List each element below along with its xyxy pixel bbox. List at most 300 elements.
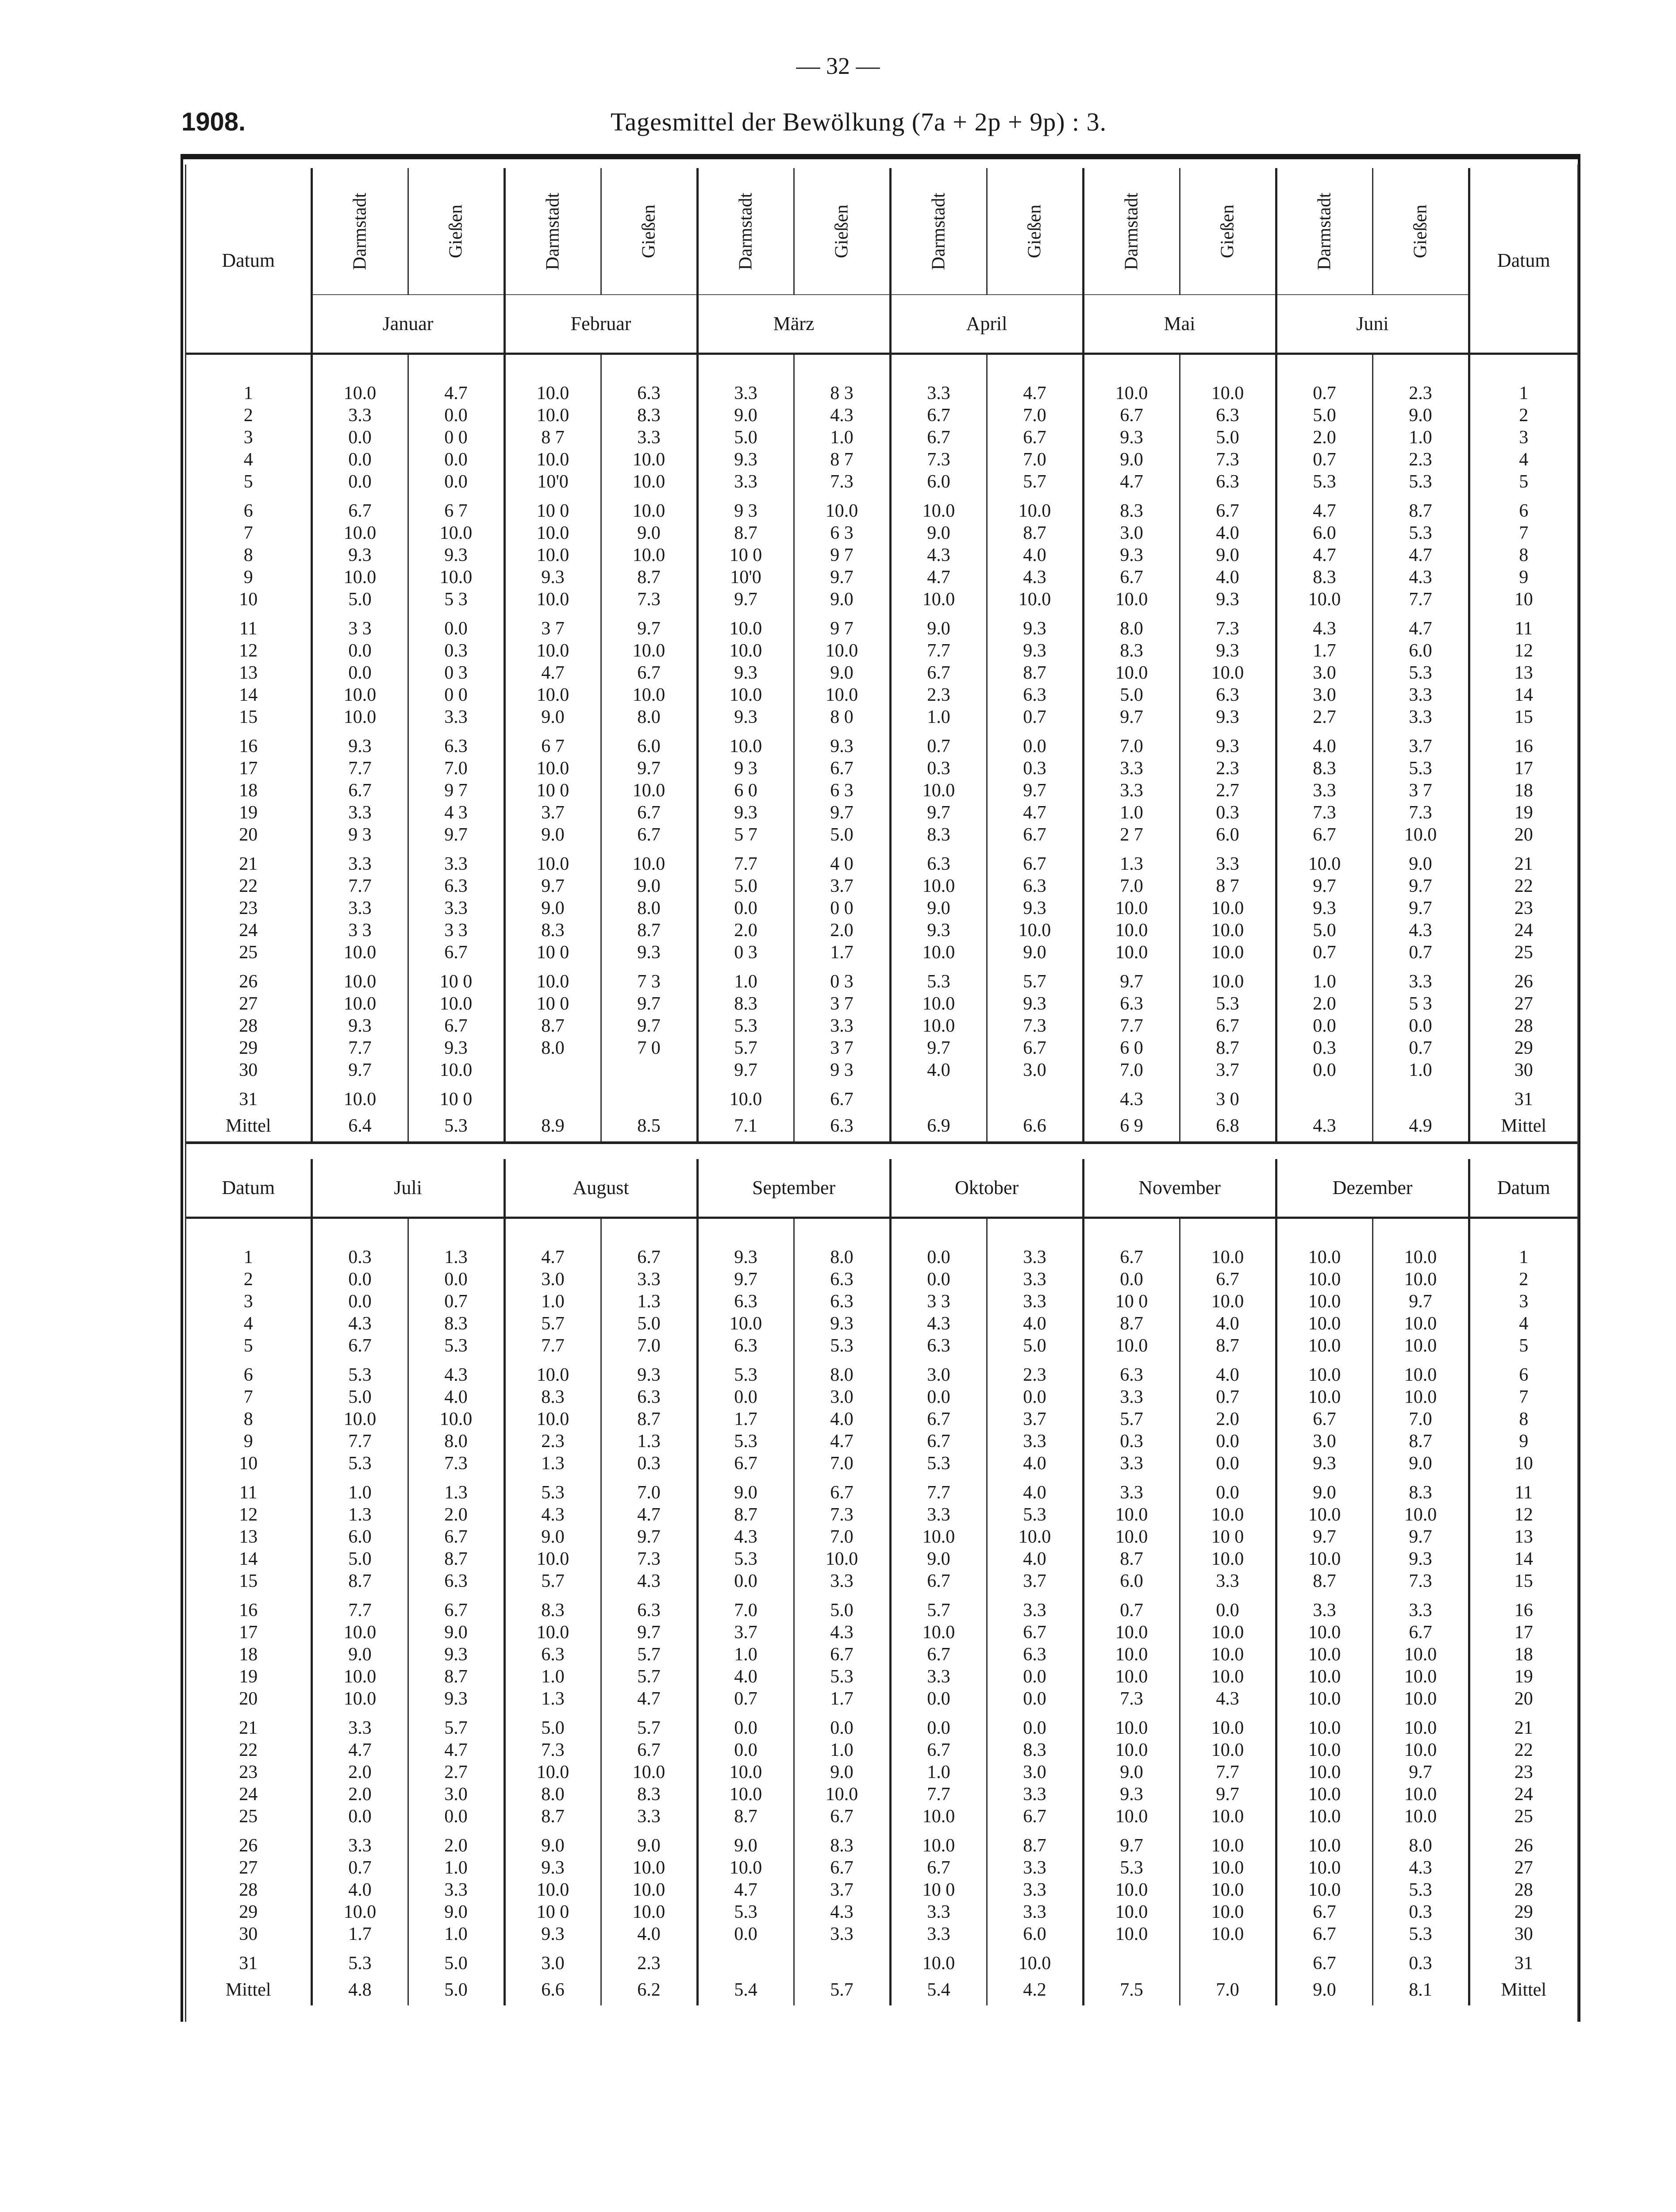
- cloud-value: 7.3: [601, 588, 697, 611]
- cloud-value: 3.3: [408, 706, 504, 728]
- cloud-value: 5.0: [1180, 426, 1276, 449]
- cloud-value: 10.0: [504, 971, 601, 993]
- day-number: 21: [1469, 1717, 1577, 1739]
- gap-cell: [987, 846, 1083, 853]
- mean-value: 6 9: [1083, 1110, 1180, 1143]
- cloud-value: 5.3: [697, 1901, 794, 1923]
- cloud-value: 8 0: [794, 706, 890, 728]
- spacer-cell: [186, 1218, 311, 1247]
- cloud-value: 10.0: [504, 404, 601, 426]
- cloud-value: 7.3: [1372, 1570, 1469, 1592]
- cloud-value: 6.0: [601, 735, 697, 757]
- cloud-value: 8.7: [697, 522, 794, 544]
- day-number: 29: [239, 1038, 258, 1058]
- cloud-value: 6.7: [1372, 1621, 1469, 1644]
- cloud-value: 9.7: [601, 993, 697, 1015]
- cloud-value: 3.3: [987, 1430, 1083, 1452]
- gap-cell: [1372, 846, 1469, 853]
- gap-cell: [601, 1945, 697, 1952]
- cloud-value: 4.7: [408, 1739, 504, 1761]
- cloud-value: 3.3: [890, 1504, 987, 1526]
- cloud-value: 5.0: [697, 875, 794, 897]
- cloud-value: 9.3: [311, 735, 408, 757]
- cloud-value: 6.7: [311, 1335, 408, 1357]
- day-number: 22: [239, 876, 258, 896]
- cloud-value: 3 7: [794, 1037, 890, 1059]
- day-number: 26: [239, 1836, 258, 1856]
- cloud-value: 2 7: [1083, 824, 1180, 846]
- cloud-value: 0.7: [1083, 1599, 1180, 1621]
- cloud-value: 0.0: [1372, 1015, 1469, 1037]
- mean-value: 4.3: [1276, 1110, 1372, 1143]
- cloud-value: 8.3: [408, 1313, 504, 1335]
- cloud-value: 4.0: [1276, 735, 1372, 757]
- gap-cell: [890, 1592, 987, 1599]
- table-row: [186, 1644, 1577, 1666]
- cloud-value: 9.0: [1276, 1482, 1372, 1504]
- gap-cell: [697, 1710, 794, 1717]
- table-row: [186, 1923, 1577, 1945]
- cloud-value: 1.0: [1276, 971, 1372, 993]
- cloud-value: 10.0: [1180, 1835, 1276, 1857]
- cloud-value: 5.7: [504, 1313, 601, 1335]
- day-number: 3: [1469, 1290, 1577, 1313]
- cloud-value: 8.3: [987, 1739, 1083, 1761]
- cloud-value: 1.0: [504, 1290, 601, 1313]
- cloud-value: 10 0: [504, 500, 601, 522]
- gap-cell: [186, 1475, 311, 1482]
- cloud-value: 5.7: [601, 1644, 697, 1666]
- cloud-value: 3.3: [697, 382, 794, 404]
- day-number: 28: [239, 1880, 258, 1900]
- cloud-value: 5.0: [697, 426, 794, 449]
- table-row: [186, 662, 1577, 684]
- cloud-value: 3.3: [1083, 1386, 1180, 1408]
- day-number: 25: [1469, 941, 1577, 964]
- cloud-value: 10.0: [1372, 1335, 1469, 1357]
- table-row: [186, 1783, 1577, 1805]
- cloud-value: 8.7: [697, 1805, 794, 1828]
- gap-cell: [601, 1592, 697, 1599]
- gap-cell: [1469, 1828, 1577, 1835]
- cloud-value: 10.0: [794, 1548, 890, 1570]
- table-row: [186, 780, 1577, 802]
- cloud-value: 5.3: [794, 1666, 890, 1688]
- cloud-value: 3.7: [697, 1621, 794, 1644]
- day-number: 12: [239, 1505, 258, 1525]
- cloud-value: 9.0: [504, 897, 601, 919]
- cloud-value: 0.0: [311, 471, 408, 493]
- spacer-cell: [1276, 1218, 1372, 1247]
- cloud-value: 6 7: [408, 500, 504, 522]
- cloud-value: 9.7: [1083, 706, 1180, 728]
- cloud-value: 9.3: [601, 941, 697, 964]
- cloud-value: 3.3: [601, 426, 697, 449]
- cloud-value: 6.3: [987, 1644, 1083, 1666]
- cloud-value: 0.0: [1180, 1430, 1276, 1452]
- cloud-value: 4.0: [1180, 522, 1276, 544]
- cloud-value: 7.0: [1372, 1408, 1469, 1430]
- cloud-value: 8.7: [987, 662, 1083, 684]
- cloud-value: 3.3: [697, 471, 794, 493]
- cloud-value: 10.0: [1083, 1504, 1180, 1526]
- cloud-value: 4.7: [1276, 544, 1372, 566]
- cloud-value: 9.3: [408, 1037, 504, 1059]
- day-number: 6: [243, 501, 253, 521]
- cloud-value: 2.0: [1180, 1408, 1276, 1430]
- table-row: [186, 640, 1577, 662]
- mean-value: 5.3: [408, 1110, 504, 1143]
- gap-cell: [1469, 846, 1577, 853]
- cloud-value: 7.7: [890, 1482, 987, 1504]
- cloud-value: 6.0: [890, 471, 987, 493]
- cloud-value: 4.0: [987, 1548, 1083, 1570]
- gap-cell: [504, 1081, 601, 1088]
- table-row: [186, 1386, 1577, 1408]
- spacer-cell: [311, 354, 408, 383]
- cloud-value: 3.3: [987, 1857, 1083, 1879]
- cloud-value: 10.0: [794, 500, 890, 522]
- cloud-value: 5.3: [1083, 1857, 1180, 1879]
- cloud-value: 10.0: [1372, 1386, 1469, 1408]
- gap-cell: [890, 1710, 987, 1717]
- day-number: 14: [239, 685, 258, 705]
- gap-cell: [794, 1945, 890, 1952]
- cloud-value: 1.0: [311, 1482, 408, 1504]
- mean-value: 6.4: [311, 1110, 408, 1143]
- cloud-value: 5.3: [311, 1452, 408, 1475]
- cloud-value: 3.3: [890, 382, 987, 404]
- day-number: 5: [243, 472, 253, 492]
- cloud-value: 0.3: [1276, 1037, 1372, 1059]
- cloud-value: 0.0: [987, 1386, 1083, 1408]
- cloud-value: 9.0: [794, 662, 890, 684]
- cloud-value: 2.0: [1276, 993, 1372, 1015]
- cloud-value: 0.7: [1276, 382, 1372, 404]
- cloud-value: 9.7: [1372, 1761, 1469, 1783]
- cloud-value: 6.7: [987, 824, 1083, 846]
- cloud-value: 9.3: [697, 449, 794, 471]
- cloud-value: 10.0: [1083, 1879, 1180, 1901]
- cloud-value: 3.7: [1180, 1059, 1276, 1081]
- table-row: [186, 1599, 1577, 1621]
- station-header-giessen: [408, 168, 504, 295]
- spacer-cell: [186, 354, 311, 383]
- gap-cell: [794, 846, 890, 853]
- day-number: 17: [239, 1622, 258, 1643]
- cloud-value: 0.7: [408, 1290, 504, 1313]
- cloud-value: 6.3: [1083, 993, 1180, 1015]
- cloud-value: 6.7: [601, 1246, 697, 1268]
- cloud-value: 10.0: [311, 993, 408, 1015]
- cloud-value: 10.0: [1180, 1621, 1276, 1644]
- day-number: 8: [243, 545, 253, 565]
- gap-cell: [794, 1081, 890, 1088]
- cloud-value: 4.3: [1372, 919, 1469, 941]
- cloud-value: 10.0: [1276, 1644, 1372, 1666]
- gap-cell: [890, 1357, 987, 1364]
- cloud-value: 3.3: [1372, 684, 1469, 706]
- table-row: [186, 522, 1577, 544]
- gap-cell: [987, 1475, 1083, 1482]
- gap-cell: [1180, 1710, 1276, 1717]
- gap-cell: [1276, 611, 1372, 618]
- group-gap: [186, 1828, 1577, 1835]
- cloud-value: 7.0: [408, 757, 504, 780]
- cloud-value: 6.7: [890, 1739, 987, 1761]
- cloud-value: 9.0: [601, 1835, 697, 1857]
- cloud-value: 3.0: [987, 1761, 1083, 1783]
- cloud-value: 9.7: [1083, 1835, 1180, 1857]
- cloud-value: 5.0: [311, 1386, 408, 1408]
- cloud-value: 10.0: [1276, 1313, 1372, 1335]
- cloud-value: 10.0: [601, 1901, 697, 1923]
- gap-cell: [987, 493, 1083, 500]
- day-number: 17: [1469, 1621, 1577, 1644]
- cloud-value: 10.0: [408, 566, 504, 588]
- cloud-value: 9.0: [504, 824, 601, 846]
- mean-value: 4.2: [987, 1974, 1083, 2005]
- table-row: [186, 618, 1577, 640]
- cloud-value: 6.7: [311, 500, 408, 522]
- cloud-value: 5.7: [987, 971, 1083, 993]
- day-number: 21: [1469, 853, 1577, 875]
- group-gap: [186, 493, 1577, 500]
- cloud-value: 10.0: [1372, 1268, 1469, 1290]
- cloud-value: 1.3: [408, 1246, 504, 1268]
- cloud-value: 3.0: [504, 1952, 601, 1974]
- cloud-value: 5.7: [601, 1717, 697, 1739]
- cloud-value: 4.3: [697, 1526, 794, 1548]
- day-number: 18: [239, 780, 258, 801]
- cloud-value: 10.0: [601, 780, 697, 802]
- day-number: 17: [1469, 757, 1577, 780]
- cloud-value: 6.3: [504, 1644, 601, 1666]
- gap-cell: [408, 1592, 504, 1599]
- gap-cell: [601, 1081, 697, 1088]
- cloud-value: 3.7: [794, 875, 890, 897]
- cloud-value: 3.3: [1276, 1599, 1372, 1621]
- cloud-value: 1.0: [890, 1761, 987, 1783]
- gap-cell: [1276, 846, 1372, 853]
- cloud-value: 10 0: [504, 1901, 601, 1923]
- mean-value: 5.7: [794, 1974, 890, 2005]
- day-number: 24: [1469, 1783, 1577, 1805]
- mean-row: [186, 1974, 1577, 2005]
- cloud-value: 10.0: [987, 588, 1083, 611]
- station-header-giessen: [601, 168, 697, 295]
- cloud-value: 2.3: [987, 1364, 1083, 1386]
- month-header-row: [186, 1159, 1577, 1218]
- cloud-value: 10.0: [1180, 1857, 1276, 1879]
- cloud-value: 9.7: [697, 588, 794, 611]
- day-number: 30: [1469, 1923, 1577, 1945]
- cloud-value: 10.0: [987, 919, 1083, 941]
- station-header-giessen: [987, 168, 1083, 295]
- cloud-value: 4.3: [890, 1313, 987, 1335]
- gap-cell: [1180, 1945, 1276, 1952]
- cloud-value: 0.3: [1083, 1430, 1180, 1452]
- cloud-value: 4.3: [794, 1901, 890, 1923]
- day-number: 11: [1469, 1482, 1577, 1504]
- cloud-value: 10.0: [311, 1088, 408, 1110]
- cloud-value: 4.3: [1372, 1857, 1469, 1879]
- cloud-value: 3.3: [311, 1717, 408, 1739]
- cloud-value: 3 0: [1180, 1088, 1276, 1110]
- gap-cell: [186, 1945, 311, 1952]
- cloud-value: 8 7: [1180, 875, 1276, 897]
- gap-cell: [890, 964, 987, 971]
- day-number: 15: [1469, 706, 1577, 728]
- cloud-value: 8.3: [601, 404, 697, 426]
- table-row: [186, 449, 1577, 471]
- cloud-value: 9.3: [311, 1015, 408, 1037]
- cloud-value: 9.3: [504, 1857, 601, 1879]
- cloud-value: 9.0: [408, 1621, 504, 1644]
- mean-row: [186, 1110, 1577, 1143]
- cloud-value: 6.3: [890, 1335, 987, 1357]
- day-number: 23: [239, 898, 258, 918]
- cloud-value: 9.3: [1083, 1783, 1180, 1805]
- cloud-value: 10.0: [601, 1879, 697, 1901]
- spacer-cell: [408, 354, 504, 383]
- darmstadt-label: Darmstadt: [542, 192, 563, 270]
- table-row: [186, 1666, 1577, 1688]
- gap-cell: [794, 1828, 890, 1835]
- cloud-value: 4.3: [408, 1364, 504, 1386]
- cloud-value: 10.0: [311, 941, 408, 964]
- gap-cell: [186, 846, 311, 853]
- gap-cell: [697, 1945, 794, 1952]
- month-header: Juli: [311, 1159, 504, 1218]
- gap-cell: [408, 1475, 504, 1482]
- cloud-value: 4.7: [1372, 618, 1469, 640]
- cloud-value: 10.0: [1180, 971, 1276, 993]
- cloud-value: 9.0: [601, 522, 697, 544]
- cloud-value: 10.0: [1180, 1901, 1276, 1923]
- cloud-value: 5 3: [408, 588, 504, 611]
- mean-value: 8.1: [1372, 1974, 1469, 2005]
- gap-cell: [1083, 964, 1180, 971]
- cloud-value: 5.7: [890, 1599, 987, 1621]
- table-row: [186, 1952, 1577, 1974]
- cloud-value: 10.0: [890, 993, 987, 1015]
- gap-cell: [601, 1475, 697, 1482]
- group-gap: [186, 964, 1577, 971]
- cloud-value: 10.0: [1276, 1739, 1372, 1761]
- cloud-value: 7.3: [794, 1504, 890, 1526]
- cloud-value: 10 0: [504, 780, 601, 802]
- cloud-value: 10.0: [311, 522, 408, 544]
- day-number: 20: [1469, 824, 1577, 846]
- gap-cell: [1372, 611, 1469, 618]
- cloud-value: 9.7: [987, 780, 1083, 802]
- cloud-value: 10.0: [1276, 1621, 1372, 1644]
- cloud-value: 6.3: [890, 853, 987, 875]
- gap-cell: [1469, 611, 1577, 618]
- month-header: Oktober: [890, 1159, 1083, 1218]
- day-number: 11: [239, 618, 258, 639]
- group-gap: [186, 611, 1577, 618]
- day-number: 16: [1469, 735, 1577, 757]
- cloud-value: 4.7: [504, 662, 601, 684]
- spacer-cell: [794, 354, 890, 383]
- cloud-value: 5.7: [987, 471, 1083, 493]
- cloud-value: 9.0: [504, 1526, 601, 1548]
- table-row: [186, 1430, 1577, 1452]
- cloud-value: 6.0: [1276, 522, 1372, 544]
- cloud-value: 10.0: [311, 1688, 408, 1710]
- cloud-value: 8.7: [408, 1666, 504, 1688]
- cloud-value: 5.3: [504, 1482, 601, 1504]
- cloud-value: 4 0: [794, 853, 890, 875]
- cloud-value: 0.0: [987, 1688, 1083, 1710]
- gap-cell: [504, 611, 601, 618]
- cloud-value: 4.7: [1276, 500, 1372, 522]
- cloud-value: 10.0: [1276, 1290, 1372, 1313]
- cloud-value: 6.7: [601, 802, 697, 824]
- gap-cell: [697, 846, 794, 853]
- cloud-value: 8.3: [1083, 640, 1180, 662]
- cloud-value: 10.0: [1180, 1666, 1276, 1688]
- cloud-value: 2.3: [890, 684, 987, 706]
- cloud-value: 0.0: [697, 1386, 794, 1408]
- cloud-value: 6 3: [794, 522, 890, 544]
- cloud-value: 7.7: [1083, 1015, 1180, 1037]
- day-number: 6: [1469, 500, 1577, 522]
- cloud-value: 3.3: [1276, 780, 1372, 802]
- cloud-value: 8.7: [504, 1015, 601, 1037]
- cloud-value: 9.7: [1276, 875, 1372, 897]
- day-number: 6: [1469, 1364, 1577, 1386]
- cloud-value: 6.7: [794, 757, 890, 780]
- gap-cell: [1083, 1828, 1180, 1835]
- cloud-value: 4.3: [601, 1570, 697, 1592]
- cloud-value: 10.0: [890, 1835, 987, 1857]
- day-number: 4: [1469, 1313, 1577, 1335]
- cloud-value: 7.0: [794, 1526, 890, 1548]
- day-number: 15: [1469, 1570, 1577, 1592]
- cloud-value: 9.3: [697, 706, 794, 728]
- cloud-value: 10.0: [890, 1526, 987, 1548]
- gap-cell: [794, 611, 890, 618]
- day-number: 9: [243, 1431, 253, 1452]
- cloud-value: 1.3: [504, 1688, 601, 1710]
- cloud-value: 6.0: [1180, 824, 1276, 846]
- cloud-value: 9.7: [311, 1059, 408, 1081]
- gap-cell: [1180, 1475, 1276, 1482]
- cloud-value: 3.3: [1083, 757, 1180, 780]
- cloud-value: 10.0: [1276, 1857, 1372, 1879]
- cloud-value: 4.7: [408, 382, 504, 404]
- cloud-value: 3.3: [311, 802, 408, 824]
- gap-cell: [1276, 728, 1372, 735]
- cloud-value: 6.7: [408, 1526, 504, 1548]
- cloud-value: 5.3: [1372, 757, 1469, 780]
- day-number: 21: [239, 854, 258, 874]
- day-number: 24: [239, 1784, 258, 1805]
- gap-cell: [311, 493, 408, 500]
- cloud-value: 9.7: [697, 1268, 794, 1290]
- cloud-value: 7.0: [987, 404, 1083, 426]
- cloud-value: 10.0: [1083, 382, 1180, 404]
- cloud-value: 5.0: [601, 1313, 697, 1335]
- cloud-value: 7.0: [601, 1482, 697, 1504]
- mean-value: 9.0: [1276, 1974, 1372, 2005]
- cloud-value: 9.3: [408, 544, 504, 566]
- gap-cell: [1469, 1475, 1577, 1482]
- gap-cell: [601, 846, 697, 853]
